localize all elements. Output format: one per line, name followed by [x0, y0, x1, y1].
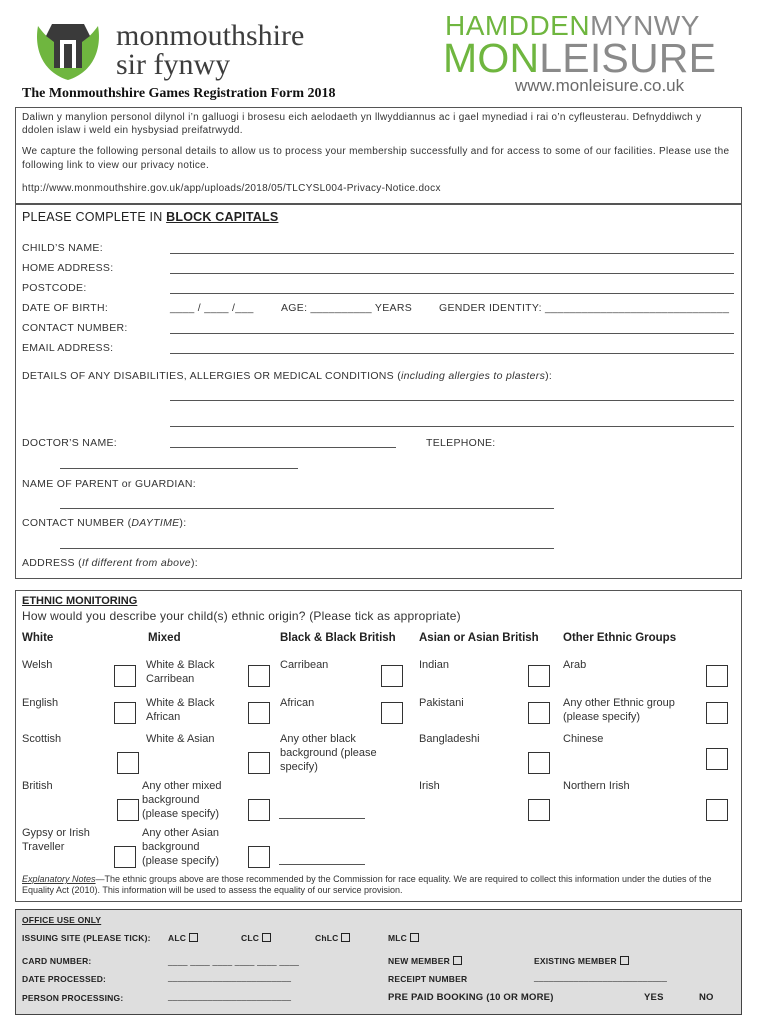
site-clc-checkbox[interactable] — [262, 933, 271, 942]
contact-daytime-label — [22, 517, 186, 529]
postcode-label: POSTCODE: — [22, 282, 87, 294]
heading-prefix: PLEASE COMPLETE IN — [22, 210, 167, 224]
privacy-welsh: Daliwn y manylion personol dilynol i’n galluogi i brosesu eich aelodaeth yn llwyddiannus ac i gael mynediad i rai o’n cyfleusterau. Defnyddiwch y ddolen islaw i weld ein hysbysiad preifatrwydd. — [22, 112, 702, 136]
checkbox-scottish[interactable] — [117, 752, 139, 774]
site-chlc[interactable] — [315, 933, 350, 943]
option-northern-irish: Northern Irish — [563, 780, 630, 792]
checkbox-arab[interactable] — [706, 665, 728, 687]
address-prefix: ADDRESS ( — [22, 557, 82, 569]
checkbox-british[interactable] — [117, 799, 139, 821]
site-clc-label: CLC — [241, 933, 260, 943]
option-irish: Irish — [419, 780, 440, 792]
checkbox-gypsy[interactable] — [114, 846, 136, 868]
home-address-label: HOME ADDRESS: — [22, 262, 114, 274]
option-gypsy: Gypsy or Irish Traveller — [22, 827, 90, 853]
checkbox-pakistani[interactable] — [528, 702, 550, 724]
dob-field[interactable]: ____ / ____ /___ — [170, 302, 254, 314]
checkbox-white-black-carribean[interactable] — [248, 665, 270, 687]
other-mixed-specify-field[interactable] — [279, 818, 365, 819]
telephone-field[interactable] — [60, 468, 298, 469]
receipt-number-field[interactable]: ___________________________ — [534, 972, 668, 982]
option-african: African — [280, 697, 315, 709]
option-white-black-carribean: White & Black Carribean — [146, 659, 215, 685]
col-header-white: White — [22, 632, 54, 644]
doctor-label: DOCTOR’S NAME: — [22, 437, 118, 449]
explanatory-notes — [22, 874, 734, 896]
site-mlc-checkbox[interactable] — [410, 933, 419, 942]
office-heading: OFFICE USE ONLY — [22, 915, 102, 925]
option-other-mixed: Any other mixed background (please specify) — [142, 780, 222, 820]
address-alt-label — [22, 557, 198, 569]
card-number-label: CARD NUMBER: — [22, 956, 92, 966]
option-scottish: Scottish — [22, 733, 62, 745]
block-capitals-heading — [22, 210, 278, 224]
disabilities-suffix: ): — [545, 370, 553, 382]
date-processed-label: DATE PROCESSED: — [22, 974, 107, 984]
receipt-number-label: RECEIPT NUMBER — [388, 974, 468, 984]
contact-daytime-field[interactable] — [60, 548, 554, 549]
disabilities-field-2[interactable] — [170, 426, 734, 427]
logo-sir-fynwy-text: sir fynwy — [116, 48, 231, 81]
monmouthshire-logo-icon — [30, 18, 106, 84]
brand-leisure: LEISURE — [539, 35, 717, 81]
option-arab: Arab — [563, 659, 587, 671]
site-alc[interactable] — [168, 933, 198, 943]
brand-mon: MON — [443, 35, 540, 81]
age-field[interactable]: AGE: __________ YEARS — [281, 302, 413, 314]
option-carribean: Carribean — [280, 659, 329, 671]
option-welsh: Welsh — [22, 659, 53, 671]
site-chlc-checkbox[interactable] — [341, 933, 350, 942]
site-alc-label: ALC — [168, 933, 187, 943]
brand-hamdden: HAMDDEN — [445, 10, 591, 41]
issuing-site-label: ISSUING SITE (PLEASE TICK): — [22, 933, 151, 943]
option-british: British — [22, 780, 53, 792]
logo-monmouthshire-text: monmouthshire — [116, 19, 305, 52]
checkbox-chinese[interactable] — [706, 748, 728, 770]
contact-number-field[interactable] — [170, 333, 734, 334]
telephone-label: TELEPHONE: — [426, 437, 496, 449]
pre-paid-no[interactable]: NO — [699, 992, 714, 1003]
contact-day-suffix: ): — [179, 517, 187, 529]
option-english: English — [22, 697, 59, 709]
option-other-black: Any other black background (please specify) — [280, 733, 377, 773]
notes-label: Explanatory Notes — [22, 874, 96, 884]
heading-emphasis: BLOCK CAPITALS — [166, 210, 279, 224]
privacy-english: We capture the following personal details to allow us to process your membership successfully and for access to some of our facilities. Please use the following link to view our privacy notice. — [22, 146, 730, 171]
brand-monleisure — [443, 36, 716, 80]
col-header-asian: Asian or Asian British — [419, 632, 539, 644]
home-address-field[interactable] — [170, 273, 734, 274]
parent-label: NAME OF PARENT or GUARDIAN: — [22, 478, 196, 490]
childs-name-field[interactable] — [170, 253, 734, 254]
contact-day-prefix: CONTACT NUMBER ( — [22, 517, 132, 529]
checkbox-welsh[interactable] — [114, 665, 136, 687]
checkbox-northern-irish[interactable] — [706, 799, 728, 821]
pre-paid-yes[interactable]: YES — [644, 992, 664, 1003]
new-member-label: NEW MEMBER — [388, 956, 450, 966]
option-chinese: Chinese — [563, 733, 604, 745]
date-processed-field[interactable]: _________________________ — [168, 972, 292, 982]
site-mlc[interactable] — [388, 933, 419, 943]
email-label: EMAIL ADDRESS: — [22, 342, 114, 354]
new-member-checkbox[interactable] — [453, 956, 462, 965]
site-alc-checkbox[interactable] — [189, 933, 198, 942]
notes-text: —The ethnic groups above are those recommended by the Commission for race equality. We are required to collect this information under the duties of the Equality Act (2010). This information will be used to assess the equality of our service provision. — [22, 874, 712, 895]
brand-mynwy: MYNWY — [590, 10, 700, 41]
site-mlc-label: MLC — [388, 933, 408, 943]
option-other-asian: Any other Asian background (please specify) — [142, 827, 220, 867]
option-other-ethnic: Any other Ethnic group (please specify) — [563, 697, 675, 723]
checkbox-white-asian[interactable] — [248, 752, 270, 774]
checkbox-white-black-african[interactable] — [248, 702, 270, 724]
disabilities-prefix: DETAILS OF ANY DISABILITIES, ALLERGIES OR MEDICAL CONDITIONS ( — [22, 370, 401, 382]
website-link[interactable]: www.monleisure.co.uk — [515, 76, 685, 95]
checkbox-african[interactable] — [381, 702, 403, 724]
option-indian: Indian — [419, 659, 449, 671]
col-header-mixed: Mixed — [148, 632, 181, 644]
contact-number-label: CONTACT NUMBER: — [22, 322, 128, 334]
new-member[interactable] — [388, 956, 462, 966]
contact-day-italic: DAYTIME — [131, 517, 180, 529]
pre-paid-label: PRE PAID BOOKING (10 OR MORE) — [388, 992, 554, 1003]
disabilities-label — [22, 370, 552, 382]
checkbox-carribean[interactable] — [381, 665, 403, 687]
other-asian-specify-field[interactable] — [279, 864, 365, 865]
option-white-asian: White & Asian — [146, 733, 215, 745]
checkbox-indian[interactable] — [528, 665, 550, 687]
checkbox-irish[interactable] — [528, 799, 550, 821]
existing-member-checkbox[interactable] — [620, 956, 629, 965]
checkbox-bangladeshi[interactable] — [528, 752, 550, 774]
address-suffix: ): — [190, 557, 198, 569]
col-header-black: Black & Black British — [280, 632, 396, 644]
form-title: The Monmouthshire Games Registration Form 2018 — [22, 86, 336, 101]
site-clc[interactable] — [241, 933, 271, 943]
option-pakistani: Pakistani — [419, 697, 464, 709]
gender-field[interactable]: GENDER IDENTITY: ______________________________ — [439, 302, 730, 314]
office-use-box — [15, 909, 742, 1015]
col-header-other: Other Ethnic Groups — [563, 632, 677, 644]
existing-member-label: EXISTING MEMBER — [534, 956, 617, 966]
disabilities-field-1[interactable] — [170, 400, 734, 401]
ethnic-heading: ETHNIC MONITORING — [22, 595, 138, 607]
privacy-link[interactable]: http://www.monmouthshire.gov.uk/app/uploads/2018/05/TLCYSL004-Privacy-Notice.docx — [22, 183, 441, 194]
checkbox-other-ethnic[interactable] — [706, 702, 728, 724]
person-processing-field[interactable]: _________________________ — [168, 991, 292, 1001]
address-italic: If different from above — [81, 557, 191, 569]
dob-label: DATE OF BIRTH: — [22, 302, 109, 314]
parent-field[interactable] — [60, 508, 554, 509]
doctor-field[interactable] — [170, 447, 396, 448]
ethnic-question: How would you describe your child(s) ethnic origin? (Please tick as appropriate) — [22, 609, 461, 623]
checkbox-other-asian[interactable] — [248, 846, 270, 868]
postcode-field[interactable] — [170, 293, 734, 294]
person-processing-label: PERSON PROCESSING: — [22, 993, 124, 1003]
disabilities-italic: including allergies to plasters — [401, 370, 546, 382]
option-bangladeshi: Bangladeshi — [419, 733, 480, 745]
existing-member[interactable] — [534, 956, 629, 966]
checkbox-english[interactable] — [114, 702, 136, 724]
site-chlc-label: ChLC — [315, 933, 339, 943]
option-white-black-african: White & Black African — [146, 697, 215, 723]
childs-name-label: CHILD’S NAME: — [22, 242, 103, 254]
checkbox-other-mixed[interactable] — [248, 799, 270, 821]
email-field[interactable] — [170, 353, 734, 354]
card-number-field[interactable]: ____ ____ ____ ____ ____ ____ — [168, 956, 300, 966]
